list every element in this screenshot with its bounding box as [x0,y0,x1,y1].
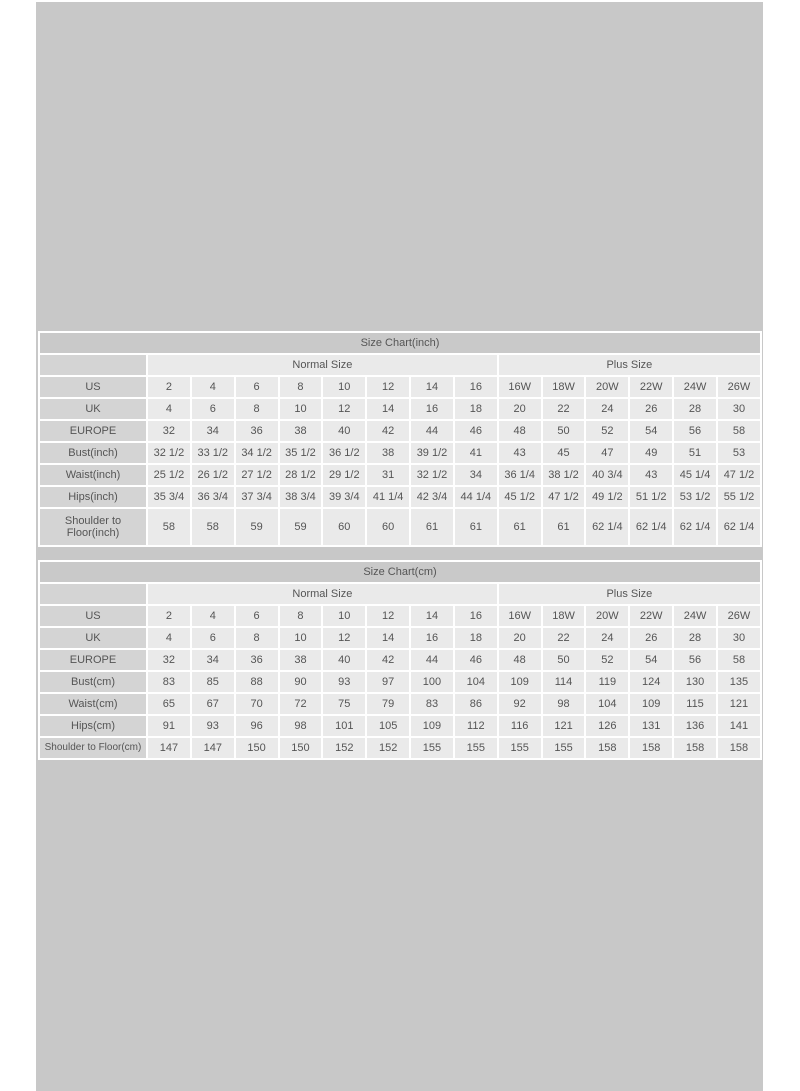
size-cell: 121 [718,694,760,714]
table-row [40,377,760,397]
size-cell: 109 [499,672,541,692]
size-cell: 62 1/4 [586,509,628,545]
size-cell: 121 [543,716,585,736]
size-cell: 16W [499,606,541,626]
row-label: Waist(inch) [40,465,146,485]
size-cell: 58 [718,421,760,441]
size-cell: 58 [718,650,760,670]
size-cell: 38 3/4 [280,487,322,507]
size-cell: 2 [148,377,190,397]
table-row [40,421,760,441]
size-cell: 56 [674,650,716,670]
size-cell: 42 [367,421,409,441]
size-cell: 36 1/2 [323,443,365,463]
size-cell: 45 [543,443,585,463]
size-cell: 92 [499,694,541,714]
size-cell: 47 [586,443,628,463]
size-cell: 61 [543,509,585,545]
size-cell: 30 [718,628,760,648]
size-cell: 43 [630,465,672,485]
size-cell: 60 [367,509,409,545]
size-cell: 4 [192,606,234,626]
size-cell: 62 1/4 [718,509,760,545]
size-cell: 28 [674,399,716,419]
size-cell: 47 1/2 [718,465,760,485]
size-cell: 35 1/2 [280,443,322,463]
size-cell: 20 [499,628,541,648]
size-cell: 59 [280,509,322,545]
size-cell: 85 [192,672,234,692]
content-background [36,2,763,1091]
size-cell: 147 [192,738,234,758]
table-row [40,443,760,463]
size-cell: 104 [455,672,497,692]
size-cell: 18W [543,377,585,397]
size-cell: 12 [323,628,365,648]
size-cell: 150 [236,738,278,758]
row-label: Bust(cm) [40,672,146,692]
size-cell: 130 [674,672,716,692]
row-label: UK [40,628,146,648]
size-cell: 18W [543,606,585,626]
size-cell: 16 [455,606,497,626]
size-cell: 36 [236,421,278,441]
size-cell: 27 1/2 [236,465,278,485]
size-cell: 8 [280,377,322,397]
size-cell: 58 [148,509,190,545]
group-header-plus: Plus Size [499,584,760,604]
group-header-normal: Normal Size [148,584,497,604]
size-cell: 52 [586,650,628,670]
size-cell: 49 1/2 [586,487,628,507]
size-cell: 31 [367,465,409,485]
size-cell: 58 [192,509,234,545]
size-cell: 16 [411,399,453,419]
size-cell: 79 [367,694,409,714]
table-row [40,716,760,736]
size-cell: 45 1/2 [499,487,541,507]
row-label: US [40,606,146,626]
size-cell: 83 [411,694,453,714]
size-cell: 36 3/4 [192,487,234,507]
size-cell: 158 [630,738,672,758]
size-cell: 35 3/4 [148,487,190,507]
size-cell: 115 [674,694,716,714]
row-label: Bust(inch) [40,443,146,463]
size-cell: 38 1/2 [543,465,585,485]
size-cell: 22W [630,377,672,397]
size-cell: 38 [280,650,322,670]
size-chart-table-inch [38,331,762,547]
size-cell: 4 [148,399,190,419]
row-label: Hips(inch) [40,487,146,507]
size-cell: 45 1/4 [674,465,716,485]
size-cell: 38 [367,443,409,463]
size-cell: 109 [411,716,453,736]
size-cell: 42 [367,650,409,670]
corner-cell [40,355,146,375]
row-label: EUROPE [40,650,146,670]
size-cell: 91 [148,716,190,736]
size-cell: 18 [455,628,497,648]
size-cell: 141 [718,716,760,736]
table-row [40,509,760,545]
row-label: Shoulder to Floor(cm) [40,738,146,758]
size-cell: 4 [148,628,190,648]
size-cell: 135 [718,672,760,692]
size-cell: 32 [148,421,190,441]
table-row [40,672,760,692]
size-cell: 16W [499,377,541,397]
size-cell: 10 [280,628,322,648]
size-cell: 155 [455,738,497,758]
size-cell: 46 [455,650,497,670]
size-cell: 44 1/4 [455,487,497,507]
size-cell: 49 [630,443,672,463]
size-cell: 86 [455,694,497,714]
size-cell: 105 [367,716,409,736]
size-cell: 6 [236,606,278,626]
size-cell: 119 [586,672,628,692]
size-cell: 75 [323,694,365,714]
size-cell: 96 [236,716,278,736]
size-cell: 16 [411,628,453,648]
size-cell: 124 [630,672,672,692]
row-label: Shoulder to Floor(inch) [40,509,146,545]
size-cell: 93 [323,672,365,692]
size-cell: 51 [674,443,716,463]
size-cell: 16 [455,377,497,397]
size-cell: 83 [148,672,190,692]
size-cell: 48 [499,421,541,441]
size-cell: 98 [543,694,585,714]
size-cell: 98 [280,716,322,736]
size-cell: 14 [411,606,453,626]
size-cell: 6 [192,399,234,419]
size-cell: 101 [323,716,365,736]
size-cell: 126 [586,716,628,736]
group-header-normal: Normal Size [148,355,497,375]
size-cell: 43 [499,443,541,463]
size-cell: 8 [280,606,322,626]
size-cell: 152 [323,738,365,758]
size-cell: 55 1/2 [718,487,760,507]
size-cell: 26W [718,606,760,626]
size-cell: 10 [323,606,365,626]
size-cell: 70 [236,694,278,714]
size-cell: 51 1/2 [630,487,672,507]
size-cell: 20W [586,377,628,397]
table-row [40,487,760,507]
size-cell: 28 [674,628,716,648]
size-cell: 32 [148,650,190,670]
size-cell: 10 [280,399,322,419]
size-cell: 52 [586,421,628,441]
size-cell: 22 [543,628,585,648]
size-cell: 40 [323,650,365,670]
table-row [40,465,760,485]
size-cell: 44 [411,421,453,441]
size-cell: 53 1/2 [674,487,716,507]
row-label: US [40,377,146,397]
corner-cell [40,584,146,604]
size-cell: 61 [455,509,497,545]
size-cell: 112 [455,716,497,736]
size-cell: 38 [280,421,322,441]
size-cell: 41 1/4 [367,487,409,507]
size-cell: 25 1/2 [148,465,190,485]
size-cell: 18 [455,399,497,419]
size-cell: 54 [630,650,672,670]
size-cell: 67 [192,694,234,714]
size-cell: 50 [543,421,585,441]
size-cell: 155 [499,738,541,758]
size-cell: 32 1/2 [411,465,453,485]
size-cell: 147 [148,738,190,758]
size-cell: 34 1/2 [236,443,278,463]
size-cell: 2 [148,606,190,626]
size-cell: 6 [192,628,234,648]
group-header-plus: Plus Size [499,355,760,375]
size-cell: 4 [192,377,234,397]
size-cell: 24 [586,399,628,419]
size-cell: 59 [236,509,278,545]
table-title: Size Chart(inch) [40,333,760,353]
size-cell: 114 [543,672,585,692]
size-charts [38,331,762,760]
size-cell: 12 [367,606,409,626]
size-cell: 131 [630,716,672,736]
size-cell: 155 [543,738,585,758]
size-cell: 150 [280,738,322,758]
size-cell: 100 [411,672,453,692]
row-label: Waist(cm) [40,694,146,714]
size-cell: 26 [630,399,672,419]
size-cell: 54 [630,421,672,441]
size-cell: 40 3/4 [586,465,628,485]
size-cell: 28 1/2 [280,465,322,485]
size-cell: 62 1/4 [674,509,716,545]
table-row [40,628,760,648]
size-cell: 41 [455,443,497,463]
size-cell: 62 1/4 [630,509,672,545]
row-label: Hips(cm) [40,716,146,736]
size-cell: 36 1/4 [499,465,541,485]
size-chart-table-cm [38,560,762,760]
size-cell: 61 [499,509,541,545]
size-cell: 60 [323,509,365,545]
size-cell: 155 [411,738,453,758]
size-cell: 8 [236,399,278,419]
table-row [40,650,760,670]
size-cell: 33 1/2 [192,443,234,463]
size-cell: 22W [630,606,672,626]
size-cell: 56 [674,421,716,441]
size-cell: 109 [630,694,672,714]
size-cell: 116 [499,716,541,736]
size-cell: 34 [192,421,234,441]
size-cell: 72 [280,694,322,714]
size-cell: 26 [630,628,672,648]
size-cell: 14 [367,399,409,419]
size-cell: 6 [236,377,278,397]
size-cell: 104 [586,694,628,714]
size-cell: 26 1/2 [192,465,234,485]
table-row [40,694,760,714]
size-cell: 97 [367,672,409,692]
table-row [40,399,760,419]
size-cell: 22 [543,399,585,419]
size-cell: 30 [718,399,760,419]
size-cell: 90 [280,672,322,692]
size-cell: 158 [586,738,628,758]
size-cell: 34 [455,465,497,485]
table-row [40,606,760,626]
size-cell: 152 [367,738,409,758]
size-cell: 34 [192,650,234,670]
size-cell: 12 [367,377,409,397]
size-cell: 48 [499,650,541,670]
size-cell: 32 1/2 [148,443,190,463]
size-cell: 24 [586,628,628,648]
size-cell: 26W [718,377,760,397]
table-row [40,738,760,758]
size-cell: 42 3/4 [411,487,453,507]
size-cell: 158 [674,738,716,758]
size-cell: 14 [367,628,409,648]
size-cell: 8 [236,628,278,648]
size-cell: 20 [499,399,541,419]
size-cell: 47 1/2 [543,487,585,507]
size-cell: 46 [455,421,497,441]
size-cell: 24W [674,606,716,626]
size-cell: 39 1/2 [411,443,453,463]
row-label: UK [40,399,146,419]
size-cell: 88 [236,672,278,692]
size-cell: 61 [411,509,453,545]
size-cell: 65 [148,694,190,714]
size-cell: 40 [323,421,365,441]
size-cell: 50 [543,650,585,670]
size-cell: 24W [674,377,716,397]
size-cell: 14 [411,377,453,397]
size-cell: 158 [718,738,760,758]
size-cell: 10 [323,377,365,397]
size-cell: 36 [236,650,278,670]
size-cell: 12 [323,399,365,419]
size-cell: 37 3/4 [236,487,278,507]
size-cell: 53 [718,443,760,463]
size-cell: 93 [192,716,234,736]
size-cell: 136 [674,716,716,736]
table-title: Size Chart(cm) [40,562,760,582]
size-cell: 44 [411,650,453,670]
row-label: EUROPE [40,421,146,441]
size-cell: 29 1/2 [323,465,365,485]
size-cell: 20W [586,606,628,626]
size-cell: 39 3/4 [323,487,365,507]
